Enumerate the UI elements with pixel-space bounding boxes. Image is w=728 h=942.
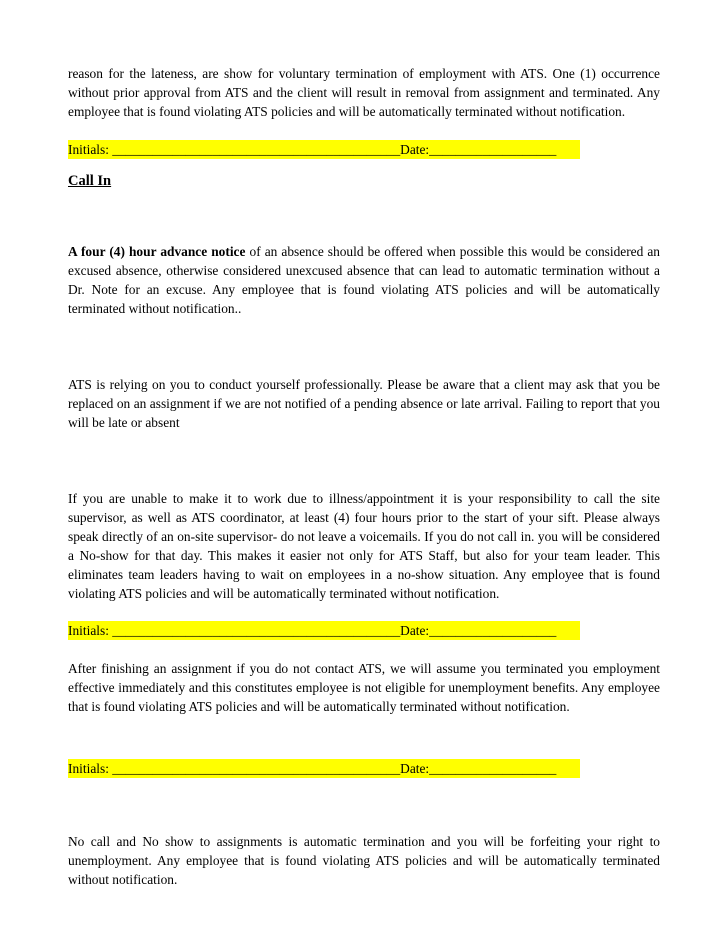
- document-page: [68, 64, 660, 889]
- initials-date-line-1: Initials: ___________________________________________Date:___________________: [68, 140, 580, 159]
- paragraph-unable-to-work: If you are unable to make it to work due to illness/appointment it is your responsibility to call the site supervisor, as well as ATS coordinator, at least (4) four hours prior to the start of your sift. Please always speak directly of an on-site supervisor- do not leave a voicemails. If you do not call in. you will be considered a No-show for that day. This makes it easier not only for ATS Staff, but also for your team leader. This eliminates team leaders having to wait on employees in a no-show situation. Any employee that is found violating ATS policies and will be automatically terminated without notification.: [68, 491, 660, 601]
- paragraph-after-assignment: After finishing an assignment if you do not contact ATS, we will assume you terminated you employment effective immediately and this constitutes employee is not eligible for unemployment benefits. Any employee that is found violating ATS policies and will be automatically terminated without notification.: [68, 661, 660, 714]
- advance-notice-text: of an absence should be offered when possible this would be considered an excused absence, otherwise considered unexcused absence that can lead to automatic termination without a Dr. Note for an excuse. Any employee that is found violating ATS policies and will be automatically terminated without notification..: [68, 244, 660, 316]
- initials-date-line-2: Initials: ___________________________________________Date:___________________: [68, 621, 580, 640]
- paragraph-no-call-no-show: No call and No show to assignments is automatic termination and you will be forfeiting your right to unemployment. Any employee that is found violating ATS policies and will be automatically terminated without notification.: [68, 834, 660, 887]
- initials-date-line-3: Initials: ___________________________________________Date:___________________: [68, 759, 580, 778]
- paragraph-relying: ATS is relying on you to conduct yourself professionally. Please be aware that a client may ask that you be replaced on an assignment if we are not notified of a pending absence or late arrival. Failing to report that you will be late or absent: [68, 377, 660, 430]
- paragraph-advance-notice: [68, 242, 660, 318]
- paragraph-lateness: reason for the lateness, are show for voluntary termination of employment with ATS. One (1) occurrence without prior approval from ATS and the client will result in removal from assignment and terminated. Any employee that is found violating ATS policies and will be automatically terminated without notification.: [68, 66, 660, 119]
- advance-notice-bold: A four (4) hour advance notice: [68, 244, 246, 259]
- heading-call-in: Call In: [68, 173, 112, 189]
